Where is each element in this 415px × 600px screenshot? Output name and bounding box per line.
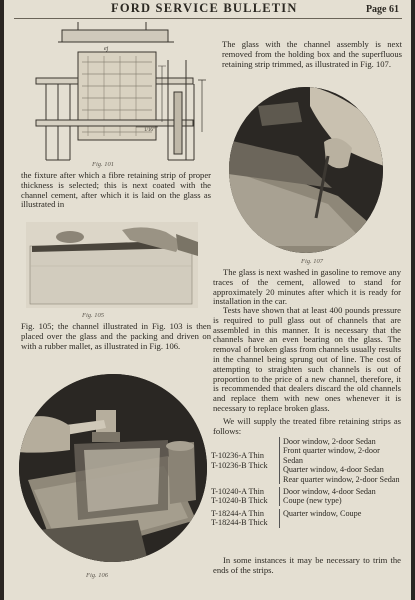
left-paragraph-2: Fig. 105; the channel illustrated in Fig. 103 is then placed over the glass and the packing and driven on with a rubber mallet, as illustrated in Fig. 106. bbox=[21, 321, 211, 351]
part-numbers bbox=[211, 451, 279, 470]
left-paragraph-1: the fixture after which a fibre retaining strip of proper thickness is selected; this is next coated with the channel cement, after which it is laid on the glass as illustrated in bbox=[21, 170, 211, 210]
trim-note: In some instances it may be necessary to trim the ends of the strips. bbox=[213, 555, 401, 575]
part-numbers bbox=[211, 509, 279, 528]
application-item: Front quarter window, 2-door Sedan bbox=[283, 446, 380, 465]
right-paragraph-4: We will supply the treated fibre retaining strips as follows: bbox=[213, 416, 401, 436]
part-number-thin: T-10240-A Thin bbox=[211, 487, 264, 497]
page-header bbox=[16, 0, 401, 16]
retaining-strip-list bbox=[211, 437, 401, 531]
figure-107-caption: Fig. 107 bbox=[301, 258, 324, 265]
strip-row bbox=[211, 437, 401, 484]
right-paragraph-3: Tests have shown that at least 400 pounds pressure is required to pull glass out of channels that are assembled in this manner. It is necessary that the channels have an even bearing on the glass. The removal of broken glass from channels usually results in the channel being sprung out of line. The cost of attempting to straighten such channels is out of proportion to the price of a new channel, therefore, it is recommended that dealers discard the old channels and replace them with new ones whenever it is necessary to replace broken glass. bbox=[213, 305, 401, 413]
figure-105-photo bbox=[26, 222, 198, 308]
page-number: Page 61 bbox=[365, 4, 399, 15]
part-number-thin: T-10236-A Thin bbox=[211, 451, 264, 461]
application-item: Quarter window, 4-door Sedan bbox=[283, 465, 384, 475]
application-list bbox=[279, 437, 401, 484]
svg-text:ej: ej bbox=[104, 46, 109, 52]
part-number-thick: T-10240-B Thick bbox=[211, 496, 268, 506]
application-item: Door window, 4-door Sedan bbox=[283, 487, 376, 497]
svg-text:1/16": 1/16" bbox=[144, 128, 155, 133]
figure-106-caption: Fig. 106 bbox=[86, 572, 109, 579]
header-rule bbox=[14, 18, 402, 19]
application-item: Coupe (new type) bbox=[283, 496, 342, 506]
figure-105-caption: Fig. 105 bbox=[82, 312, 105, 319]
figure-106-photo bbox=[18, 370, 208, 570]
figure-107-photo bbox=[228, 86, 384, 254]
part-number-thick: T-18244-B Thick bbox=[211, 518, 268, 528]
bulletin-title: FORD SERVICE BULLETIN bbox=[111, 1, 298, 15]
strip-row bbox=[211, 509, 401, 528]
bulletin-page bbox=[4, 0, 411, 600]
right-paragraph-1: The glass with the channel assembly is next removed from the holding box and the superfluous retaining strip trimmed, as illustrated in Fig. 107. bbox=[222, 39, 402, 69]
application-item: Quarter window, Coupe bbox=[283, 508, 362, 518]
right-paragraph-2: The glass is next washed in gasoline to remove any traces of the cement, allowed to stand for approximately 20 minutes after which it is ready for installation in the car. bbox=[213, 267, 401, 307]
application-item: Rear quarter window, 2-door Sedan bbox=[283, 474, 400, 484]
strip-row bbox=[211, 487, 401, 506]
application-item: Door window, 2-door Sedan bbox=[283, 437, 376, 446]
application-list bbox=[279, 509, 401, 528]
part-number-thin: T-18244-A Thin bbox=[211, 508, 264, 518]
figure-101-fixture-drawing bbox=[18, 22, 213, 170]
figure-101-caption: Fig. 101 bbox=[92, 161, 115, 168]
part-number-thick: T-10236-B Thick bbox=[211, 460, 268, 470]
part-numbers bbox=[211, 487, 279, 506]
application-list bbox=[279, 487, 401, 506]
